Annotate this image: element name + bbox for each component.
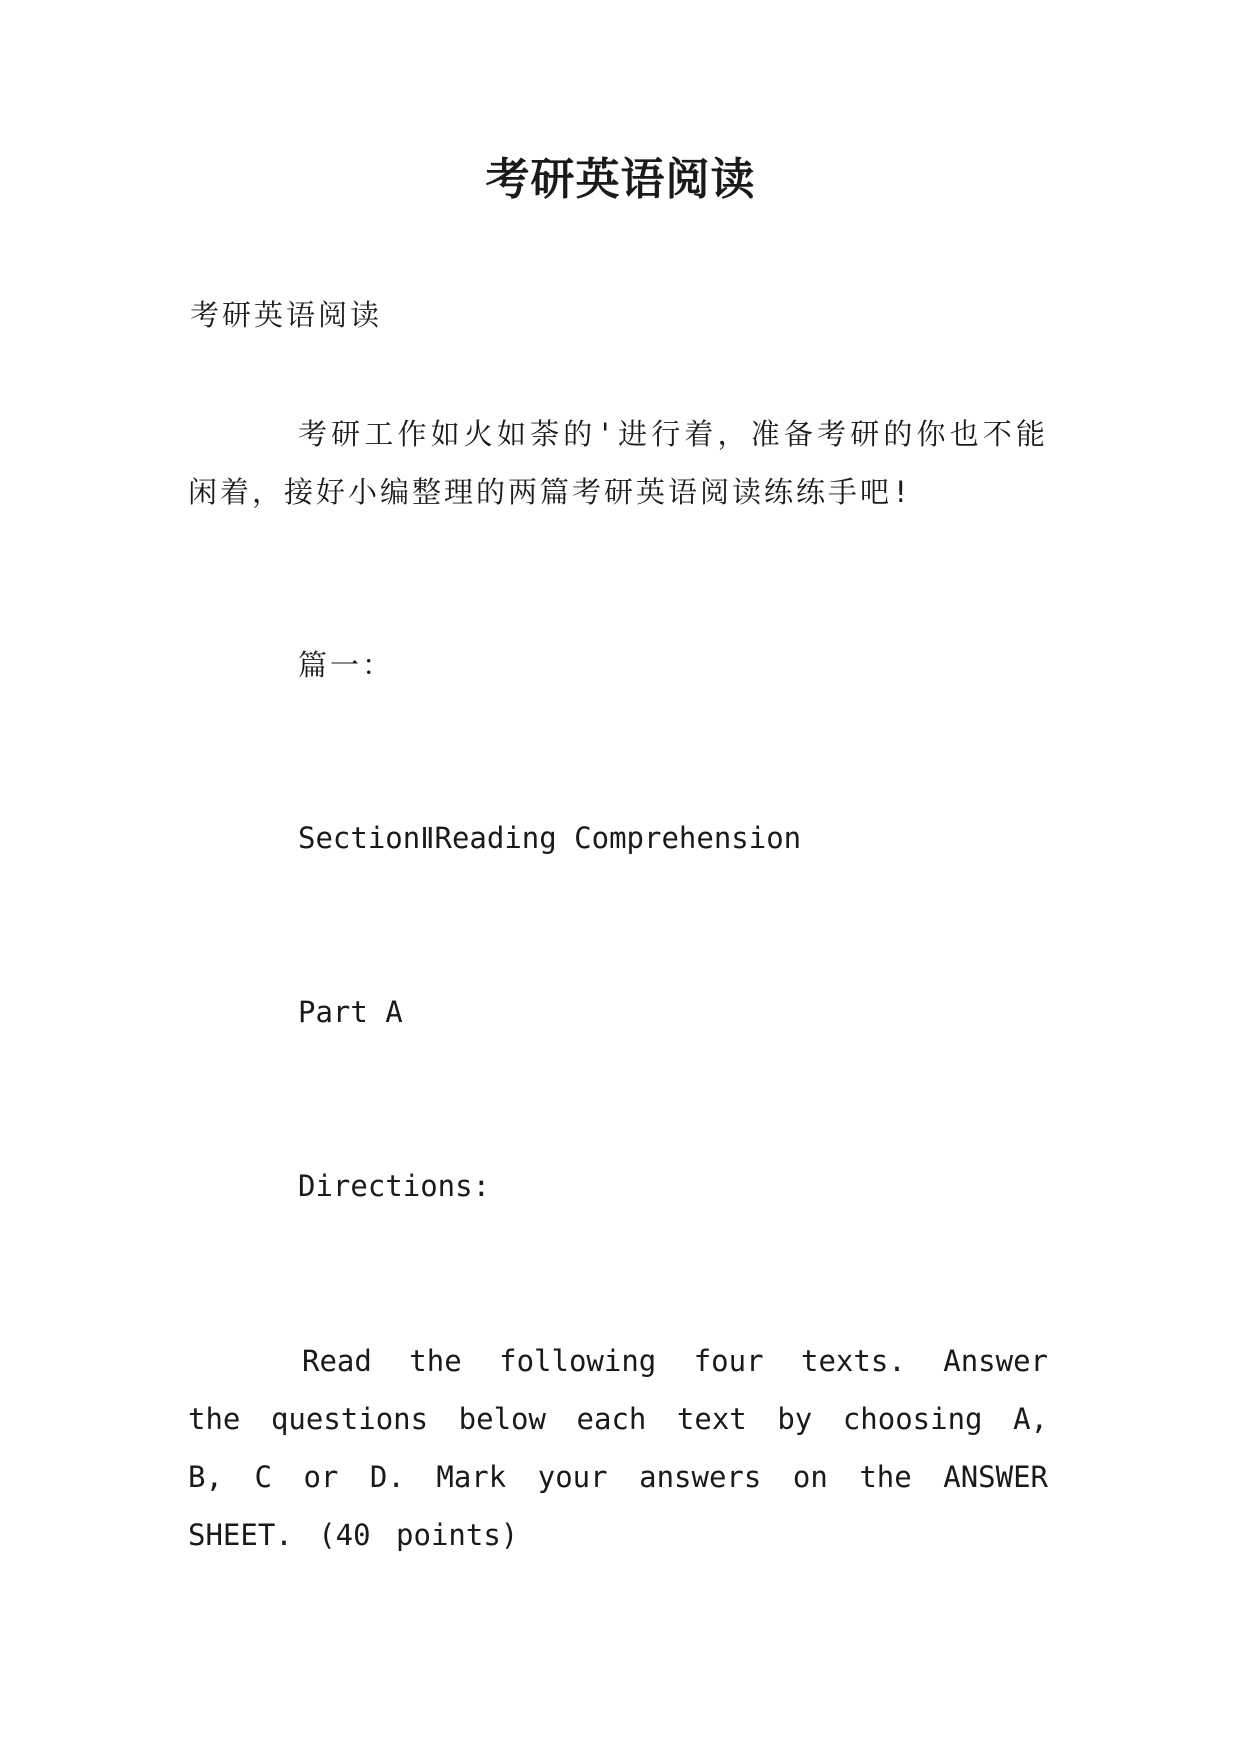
- part-heading: Part A: [298, 995, 403, 1029]
- document-subtitle: 考研英语阅读: [190, 298, 383, 332]
- passage-label: 篇一：: [298, 648, 395, 682]
- section-heading: SectionⅡReading Comprehension: [298, 821, 802, 855]
- directions-label: Directions:: [298, 1169, 491, 1203]
- document-title: 考研英语阅读: [485, 154, 756, 205]
- directions-paragraph: Read the following four texts. Answer the questions below each text by choosing A, B, C or D. Mark your answers on the ANSWER SHEET. (40 points): [188, 1344, 1048, 1552]
- intro-paragraph: 考研工作如火如荼的'进行着，准备考研的你也不能闲着，接好小编整理的两篇考研英语阅读练练手吧!: [188, 417, 1048, 509]
